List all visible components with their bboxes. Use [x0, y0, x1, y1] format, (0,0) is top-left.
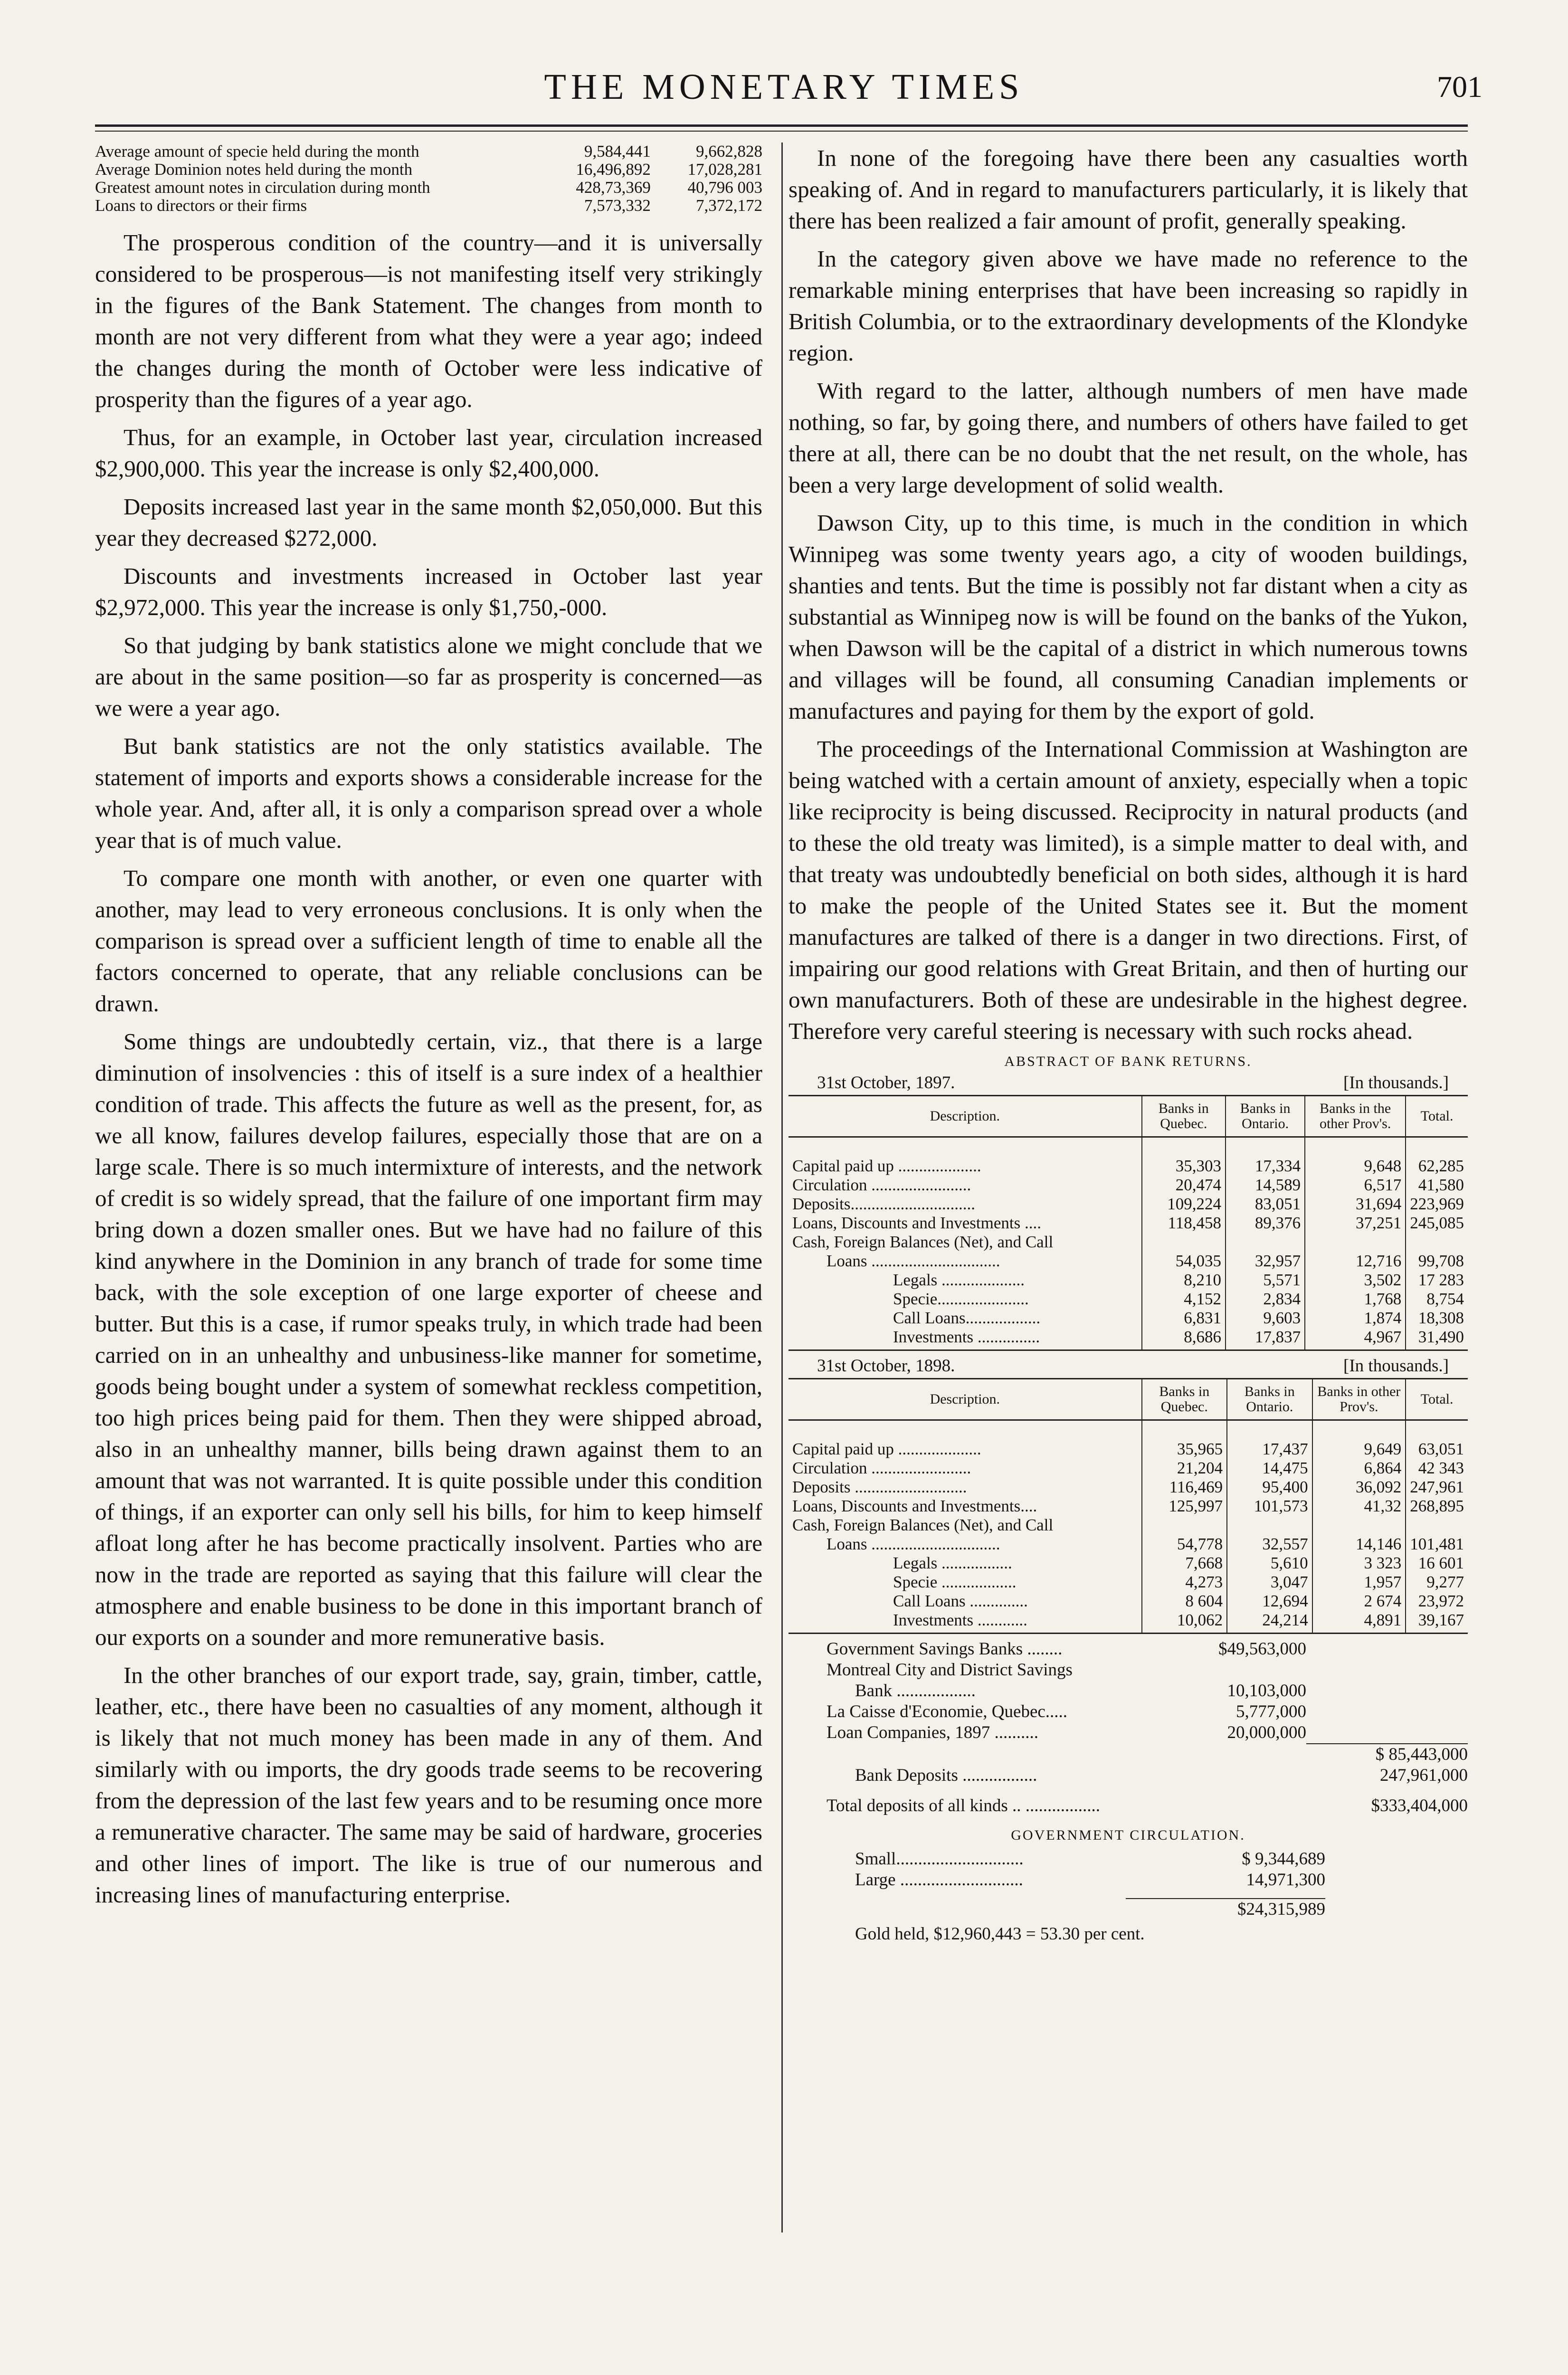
summary-row: $ 85,443,000	[789, 1743, 1468, 1765]
summary-row: Bank .................. 10,103,000	[855, 1681, 1306, 1700]
table1-date: 31st October, 1897.	[817, 1073, 955, 1092]
summary-row: Government Savings Banks ........ $49,563,000	[827, 1639, 1306, 1659]
stats-row: Loans to directors or their firms 7,573,332 7,372,172	[95, 196, 762, 215]
table2-date: 31st October, 1898.	[817, 1356, 955, 1376]
summary-row: Loan Companies, 1897 .......... 20,000,000	[827, 1723, 1306, 1742]
table2-subtitle	[817, 1356, 1449, 1376]
table-row: Specie .................. 4,273 3,047 1,957 9,277	[789, 1573, 1468, 1592]
summary-row: Bank Deposits ................. 247,961,000	[855, 1766, 1468, 1785]
table-row: Deposits.............................. 109,224 83,051 31,694 223,969	[789, 1195, 1468, 1214]
summary-row: Total deposits of all kinds .. ................. $333,404,000	[827, 1796, 1468, 1815]
paragraph: Discounts and investments increased in October last year $2,972,000. This year the increase is only $1,750,-000.	[95, 563, 762, 620]
table-row: Circulation ........................ 20,474 14,589 6,517 41,580	[789, 1176, 1468, 1195]
table-row: Call Loans .............. 8 604 12,694 2 674 23,972	[789, 1592, 1468, 1611]
paragraph: Some things are undoubtedly certain, viz., that there is a large diminution of insolvencies : this of itself is a sure index of a healthier condition of trade. This affects the future as well as the present, for, as we all know, failures develop failures, especially those that are on a large scale. There is so much intermixture of interests, and the network of credit is so widely spread, that the failure of one important firm may bring down a dozen smaller ones. But we have had no failure of this kind anywhere in the Dominion in any branch of trade for some time back, with the sole exception of one large exporter of cheese and butter. But this is a case, if rumor speaks truly, in which trade had been carried on in an unhealthy and unbusiness-like manner for sometime, goods being bought under a system of somewhat reckless competition, too high prices being paid for them. Then they were shipped abroad, also in an unhealthy manner, bills being drawn against them to an amount that was not warranted. It is quite possible under this condition of things, if an exporter can only sell his bills, for him to keep himself afloat long after he has become practically insolvent. Parties who are now in the trade are reported as saying that this failure will clear the atmosphere and enable business to be done in this important branch of our exports on a sounder and more remunerative basis.	[95, 1028, 762, 1650]
circulation-row: $24,315,989	[789, 1898, 1468, 1920]
table-row: Loans, Discounts and Investments .... 118,458 89,376 37,251 245,085	[789, 1214, 1468, 1233]
stats-row: Average amount of specie held during the month 9,584,441 9,662,828	[95, 142, 762, 161]
bank-returns-1897-table	[789, 1095, 1468, 1351]
paragraph: Thus, for an example, in October last year, circulation increased $2,900,000. This year the increase is only $2,400,000.	[95, 424, 762, 482]
table-row: Cash, Foreign Balances (Net), and Call	[789, 1516, 1468, 1535]
page-header	[0, 66, 1568, 124]
paragraph: In none of the foregoing have there been any casualties worth speaking of. And in regard to manufacturers particularly, it is likely that there has been realized a fair amount of profit, generally speaking.	[789, 145, 1468, 234]
table-row: Specie...................... 4,152 2,834 1,768 8,754	[789, 1290, 1468, 1309]
paragraph: With regard to the latter, although numbers of men have made nothing, so far, by going there, and numbers of others have failed to get there at all, there can be no doubt that the net result, on the whole, has been a very large development of solid wealth.	[789, 378, 1468, 498]
government-circulation-caption: GOVERNMENT CIRCULATION.	[1011, 1827, 1245, 1843]
left-column	[95, 142, 762, 1917]
table-row: Loans, Discounts and Investments.... 125,997 101,573 41,32 268,895	[789, 1497, 1468, 1516]
paragraph: In the other branches of our export trade, say, grain, timber, cattle, leather, etc., there have been no casualties of any moment, although it is likely that not much money has been made in any of them. And similarly with ou imports, the dry goods trade seems to be recovering from the depression of the last few years and to be resuming once more a remunerative character. The same may be said of hardware, groceries and other lines of import. The like is true of our numerous and increasing lines of manufacturing enterprise.	[95, 1662, 762, 1908]
table-row: Deposits ........................... 116,469 95,400 36,092 247,961	[789, 1478, 1468, 1497]
paragraph: Deposits increased last year in the same month $2,050,000. But this year they decreased $272,000.	[95, 494, 762, 551]
table-row: Call Loans.................. 6,831 9,603 1,874 18,308	[789, 1309, 1468, 1328]
paragraph: But bank statistics are not the only statistics available. The statement of imports and exports shows a considerable increase for the whole year. And, after all, it is only a comparison spread over a whole year that is of much value.	[95, 733, 762, 853]
table-row: Capital paid up .................... 35,303 17,334 9,648 62,285	[789, 1137, 1468, 1176]
abstract-caption: ABSTRACT OF BANK RETURNS.	[1004, 1054, 1252, 1069]
circulation-row: Large ............................ 14,971,300	[855, 1870, 1325, 1890]
summary-row: Montreal City and District Savings	[827, 1660, 1073, 1680]
specie-stats-table	[95, 142, 762, 215]
summary-row: La Caisse d'Economie, Quebec..... 5,777,000	[827, 1702, 1306, 1721]
table-row: Loans ............................... 54,035 32,957 12,716 99,708	[789, 1252, 1468, 1271]
stats-row: Average Dominion notes held during the month 16,496,892 17,028,281	[95, 160, 762, 179]
table-row: Legals .................... 8,210 5,571 3,502 17 283	[789, 1271, 1468, 1290]
table-row: Cash, Foreign Balances (Net), and Call	[789, 1233, 1468, 1252]
right-column	[789, 142, 1468, 1945]
table1-subtitle	[817, 1073, 1449, 1093]
table-row: Investments ............ 10,062 24,214 4,891 39,167	[789, 1611, 1468, 1634]
page-number: 701	[1437, 70, 1482, 104]
paragraph: The prosperous condition of the country—and it is universally considered to be prosperous—is not manifesting itself very strikingly in the figures of the Bank Statement. The changes from month to month are not very different from what they were a year ago; indeed the changes during the month of October were less indicative of prosperity than the figures of a year ago.	[95, 229, 762, 412]
table-row: Loans ............................... 54,778 32,557 14,146 101,481	[789, 1535, 1468, 1554]
circulation-row: Small............................. $ 9,344,689	[855, 1849, 1325, 1869]
table-header-row: Description. Banks in Quebec. Banks in Ontario. Banks in the other Prov's. Total.	[789, 1096, 1468, 1137]
table-row: Legals ................. 7,668 5,610 3 323 16 601	[789, 1554, 1468, 1573]
gold-held-line: Gold held, $12,960,443 = 53.30 per cent.	[855, 1924, 1145, 1944]
table1-units: [In thousands.]	[1343, 1073, 1449, 1092]
table-header-row: Description. Banks in Quebec. Banks in Ontario. Banks in other Prov's. Total.	[789, 1379, 1468, 1420]
table-row: Capital paid up .................... 35,965 17,437 9,649 63,051	[789, 1420, 1468, 1459]
table2-units: [In thousands.]	[1343, 1356, 1449, 1376]
header-rule	[95, 124, 1468, 132]
table-row: Circulation ........................ 21,204 14,475 6,864 42 343	[789, 1459, 1468, 1478]
paragraph: To compare one month with another, or even one quarter with another, may lead to very erroneous conclusions. It is only when the comparison is spread over a sufficient length of time to enable all the factors concerned to operate, that any reliable conclusions can be drawn.	[95, 865, 762, 1016]
deposits-summary	[789, 1639, 1468, 1945]
column-divider	[781, 142, 783, 2232]
bank-returns-1898-table	[789, 1378, 1468, 1634]
paragraph: The proceedings of the International Commission at Washington are being watched with a certain amount of anxiety, especially when a topic like reciprocity is being discussed. Reciprocity in natural products (and to these the old treaty was limited), is a simple matter to deal with, and that treaty was undoubtedly beneficial on both sides, although it is hard to make the people of the United States see it. But the moment manufactures are talked of there is a danger in two directions. First, of impairing our good relations with Great Britain, and then of hurting our own manufacturers. Both of these are undesirable in the highest degree. Therefore very careful steering is necessary with such rocks ahead.	[789, 736, 1468, 1044]
table-row: Investments ............... 8,686 17,837 4,967 31,490	[789, 1328, 1468, 1350]
paragraph: Dawson City, up to this time, is much in the condition in which Winnipeg was some twenty years ago, a city of wooden buildings, shanties and tents. But the time is possibly not far distant when a city as substantial as Winnipeg now is will be found on the banks of the Yukon, when Dawson will be the capital of a district in which numerous towns and villages will be found, all consuming Canadian implements or manufactures and paying for them by the export of gold.	[789, 510, 1468, 724]
paragraph: So that judging by bank statistics alone we might conclude that we are about in the same position—so far as prosperity is concerned—as we were a year ago.	[95, 632, 762, 721]
stats-row: Greatest amount notes in circulation during month 428,73,369 40,796 003	[95, 178, 762, 197]
journal-title: THE MONETARY TIMES	[544, 67, 1024, 107]
paragraph: In the category given above we have made no reference to the remarkable mining enterprises that have been increasing so rapidly in British Columbia, or to the extraordinary developments of the Klondyke region.	[789, 246, 1468, 366]
